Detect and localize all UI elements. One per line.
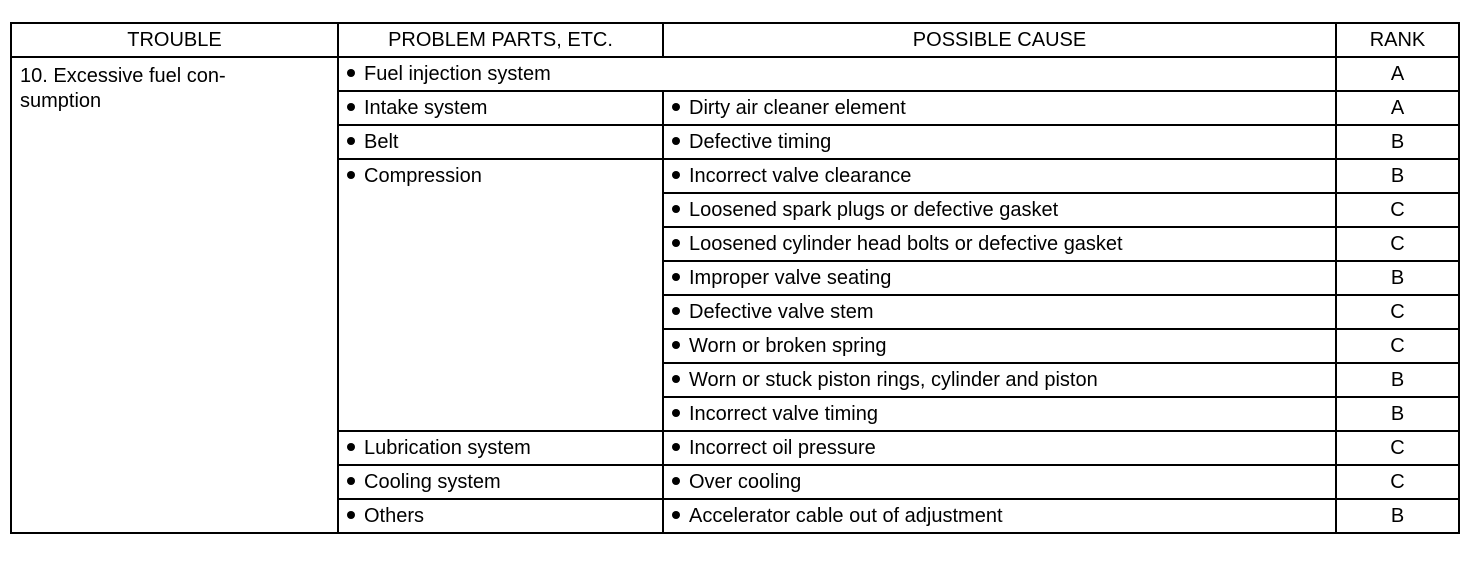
rank-cell: B (1336, 159, 1459, 193)
rank-cell: A (1336, 57, 1459, 91)
possible-cause-cell (663, 465, 1336, 499)
problem-part-label: Others (364, 505, 425, 527)
possible-cause-label: Worn or broken spring (689, 335, 887, 357)
bullet-icon (672, 443, 680, 451)
possible-cause-label: Defective valve stem (689, 301, 874, 323)
problem-part-cell (338, 465, 663, 499)
table-row (11, 57, 1459, 91)
header-rank: RANK (1336, 23, 1459, 57)
rank-cell: B (1336, 261, 1459, 295)
rank-cell: C (1336, 193, 1459, 227)
possible-cause-label: Over cooling (689, 471, 802, 493)
possible-cause-cell (663, 125, 1336, 159)
problem-part-label: Fuel injection system (364, 63, 551, 85)
trouble-text: 10. Excessive fuel con- sumption (20, 65, 226, 112)
problem-part-label: Intake system (364, 97, 488, 119)
bullet-icon (347, 443, 355, 451)
bullet-icon (672, 477, 680, 485)
problem-part-cell (338, 431, 663, 465)
rank-cell: C (1336, 295, 1459, 329)
bullet-icon (672, 511, 680, 519)
problem-part-cell (338, 159, 663, 431)
problem-part-label: Lubrication system (364, 437, 531, 459)
possible-cause-label: Accelerator cable out of adjustment (689, 505, 1003, 527)
bullet-icon (347, 171, 355, 179)
bullet-icon (672, 375, 680, 383)
bullet-icon (672, 341, 680, 349)
problem-part-cell (338, 125, 663, 159)
possible-cause-cell (663, 431, 1336, 465)
problem-part-cell (338, 499, 663, 533)
possible-cause-label: Defective timing (689, 131, 832, 153)
problem-part-label: Cooling system (364, 471, 501, 493)
bullet-icon (347, 69, 355, 77)
bullet-icon (672, 239, 680, 247)
possible-cause-cell (663, 363, 1336, 397)
possible-cause-label: Dirty air cleaner element (689, 97, 906, 119)
rank-cell: B (1336, 125, 1459, 159)
possible-cause-cell (663, 159, 1336, 193)
rank-cell: C (1336, 329, 1459, 363)
possible-cause-cell (663, 295, 1336, 329)
bullet-icon (347, 477, 355, 485)
bullet-icon (347, 511, 355, 519)
possible-cause-label: Worn or stuck piston rings, cylinder and piston (689, 369, 1098, 391)
problem-part-cell (338, 57, 1336, 91)
rank-cell: C (1336, 227, 1459, 261)
rank-cell: A (1336, 91, 1459, 125)
header-problem-parts: PROBLEM PARTS, ETC. (338, 23, 663, 57)
possible-cause-cell (663, 397, 1336, 431)
possible-cause-cell (663, 499, 1336, 533)
bullet-icon (672, 171, 680, 179)
rank-cell: B (1336, 363, 1459, 397)
bullet-icon (347, 103, 355, 111)
possible-cause-label: Incorrect oil pressure (689, 437, 876, 459)
possible-cause-cell (663, 329, 1336, 363)
possible-cause-label: Loosened cylinder head bolts or defective gasket (689, 233, 1123, 255)
bullet-icon (672, 409, 680, 417)
bullet-icon (672, 307, 680, 315)
header-possible-cause: POSSIBLE CAUSE (663, 23, 1336, 57)
bullet-icon (672, 205, 680, 213)
possible-cause-cell (663, 261, 1336, 295)
bullet-icon (672, 137, 680, 145)
bullet-icon (347, 137, 355, 145)
possible-cause-label: Loosened spark plugs or defective gasket (689, 199, 1059, 221)
header-row (11, 23, 1459, 57)
possible-cause-cell (663, 193, 1336, 227)
possible-cause-cell (663, 91, 1336, 125)
trouble-table (10, 22, 1460, 534)
possible-cause-cell (663, 227, 1336, 261)
header-trouble: TROUBLE (11, 23, 338, 57)
rank-cell: B (1336, 397, 1459, 431)
possible-cause-label: Improper valve seating (689, 267, 892, 289)
rank-cell: C (1336, 465, 1459, 499)
rank-cell: B (1336, 499, 1459, 533)
trouble-cell (11, 57, 338, 533)
bullet-icon (672, 273, 680, 281)
possible-cause-label: Incorrect valve timing (689, 403, 878, 425)
problem-part-cell (338, 91, 663, 125)
problem-part-label: Compression (364, 165, 482, 187)
problem-part-label: Belt (364, 131, 399, 153)
rank-cell: C (1336, 431, 1459, 465)
bullet-icon (672, 103, 680, 111)
possible-cause-label: Incorrect valve clearance (689, 165, 912, 187)
